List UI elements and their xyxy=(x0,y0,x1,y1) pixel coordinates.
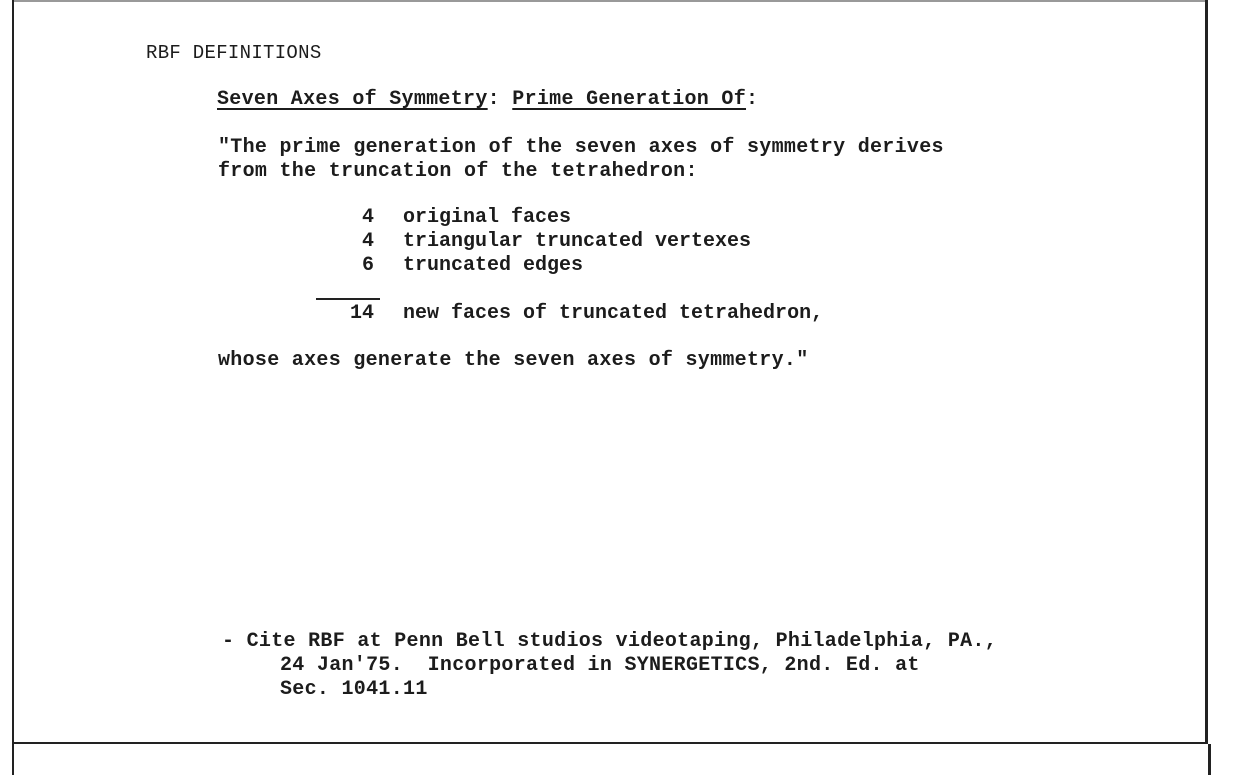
definition-term: Seven Axes of Symmetry xyxy=(217,88,488,111)
face-count-edges: 6 xyxy=(361,254,374,277)
face-label-vertexes: triangular truncated vertexes xyxy=(403,230,752,253)
face-count-original: 4 xyxy=(361,206,374,229)
definition-title xyxy=(217,88,758,112)
definition-subterm: Prime Generation Of xyxy=(512,88,747,111)
face-count-vertexes: 4 xyxy=(361,230,374,253)
total-label: new faces of truncated tetrahedron, xyxy=(403,302,824,325)
sum-rule xyxy=(316,298,380,300)
title-colon: : xyxy=(487,88,513,111)
citation-line-1: - Cite RBF at Penn Bell studios videotaping, Philadelphia, PA., xyxy=(222,630,998,653)
face-label-edges: truncated edges xyxy=(403,254,584,277)
quote-line-1: "The prime generation of the seven axes of symmetry derives xyxy=(218,136,944,159)
citation-line-3: Sec. 1041.11 xyxy=(280,678,428,701)
citation-line-2: 24 Jan'75. Incorporated in SYNERGETICS, 2nd. Ed. at xyxy=(280,654,920,677)
total-count: 14 xyxy=(349,302,374,325)
closing-line: whose axes generate the seven axes of symmetry." xyxy=(218,349,809,372)
next-card-edge xyxy=(12,744,1211,775)
subterm-colon: : xyxy=(746,88,759,111)
quote-line-2: from the truncation of the tetrahedron: xyxy=(218,160,698,183)
card-header: RBF DEFINITIONS xyxy=(146,42,322,64)
face-label-original: original faces xyxy=(403,206,572,229)
